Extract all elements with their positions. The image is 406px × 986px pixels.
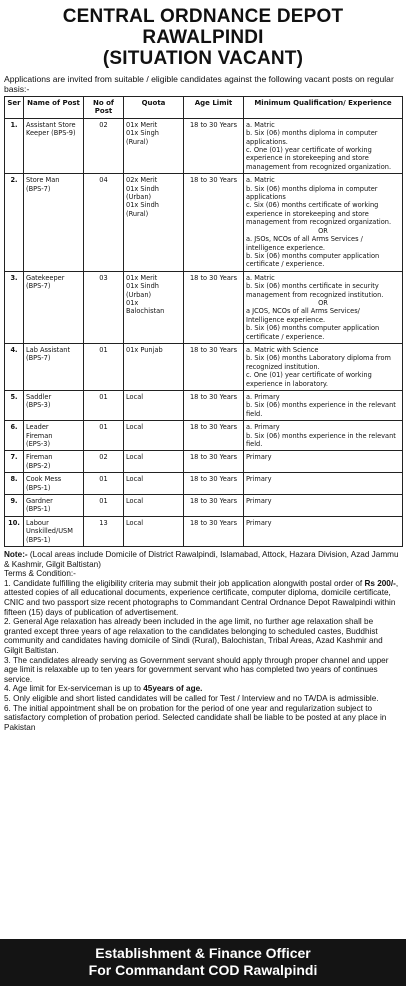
cell-post-line: Keeper (BPS-9) [26,129,76,138]
cell-quota-line: 02x Merit [126,176,158,185]
table-row [5,174,403,271]
cell-post [24,516,84,546]
cell-post-line: Gardner [26,497,53,506]
cell-post [24,451,84,473]
cell-qualification-line: b. Six (06) months experience in the relevant field. [246,401,396,418]
cell-qualification-line: a. Matric [246,176,275,185]
cell-post-line: (BPS-7) [26,282,51,291]
cell-quota-line: Local [126,393,144,401]
cell-quota-line: Local [126,423,144,432]
cell-qualification-line: a. Primary [246,393,280,401]
cell-post-line: Fireman [26,453,53,462]
cell-qualification-line: a. Matric with Science [246,345,319,354]
cell-qualification [244,421,403,451]
cell-post-line: Fireman [26,431,53,440]
cell-quota-line: Local [126,518,144,527]
cell-post [24,271,84,343]
cell-post-line: Saddler [26,393,52,401]
table-row [5,473,403,495]
cell-post-line: Gatekeeper [26,273,65,282]
cell-quota-line: Local [126,475,144,484]
cell-qualification [244,118,403,173]
cell-quota-line: (Rural) [126,209,149,218]
intro-text: Applications are invited from suitable / eligible candidates against the following vacant posts on regular basis:- [4,74,394,94]
cell-qualification-line: OR [318,298,328,307]
cell-age: 18 to 30 Years [184,516,244,546]
cell-qualification [244,391,403,421]
term-3: 3. The candidates already serving as Government servant should apply through proper channel and upper age limit is relaxable up to ten years for government servant who has completed two years of continues service. [4,655,389,684]
cell-post-line: (BPS-1) [26,505,51,514]
ad-title [0,0,406,69]
cell-post-line: Unskilled/USM [26,527,73,536]
cell-quota [124,391,184,421]
cell-post [24,421,84,451]
cell-qualification-line: a. Primary [246,423,280,432]
cell-post-line: (BPS-1) [26,535,51,544]
cell-qualification [244,495,403,517]
term-5: 5. Only eligible and short listed candidates will be called for Test / Interview and no TA/DA is admissible. [4,694,379,703]
cell-count: 04 [84,174,124,271]
cell-post-line: (BPS-1) [26,483,51,492]
terms-heading: Terms & Condition:- [4,569,76,579]
cell-count: 01 [84,343,124,390]
cell-qualification-line: b. Six (06) months diploma in computer applications. [246,129,378,146]
term-1-fee: Rs 200/- [364,578,396,588]
cell-post [24,343,84,390]
cell-qualification-line: c. One (01) year certificate of working experience in laboratory. [246,371,372,388]
column-header-age: Age Limit [184,97,244,119]
cell-quota-line: 01x Merit [126,273,158,282]
term-1-text-cont: , attested copies of all educational documents, experience certificate, computer diploma, domicile certificate, CNIC and two passport size recent photographs to Commandant Central Ordnance Depot Rawalpindi within fifteen (15) days of publication of advertisement. [4,578,399,617]
cell-post [24,495,84,517]
table-row [5,451,403,473]
term-1-text: 1. Candidate fulfilling the eligibility criteria may submit their job application alongwith postal order of [4,578,365,588]
table-row [5,118,403,173]
cell-count: 01 [84,421,124,451]
table-row [5,391,403,421]
cell-post [24,391,84,421]
cell-post-line: (BPS-3) [26,401,51,410]
cell-ser: 2. [5,174,24,271]
title-line-2: (SITUATION VACANT) [102,48,304,69]
cell-quota [124,451,184,473]
cell-post-line: Lab Assistant [26,345,71,354]
table-header-row [5,97,403,119]
term-2: 2. General Age relaxation has already been included in the age limit, no further age relaxation shall be granted except three years of age relaxation to the candidates belonging to scheduled castes, Buddhist community and candidates having domicile of Sindi (Rural), Balochistan, Tribal Areas, Azad Kashmir and Gilgit Baltistan. [4,617,383,656]
cell-quota [124,516,184,546]
note-paragraph [4,550,402,569]
cell-post [24,473,84,495]
table-row [5,343,403,390]
cell-post-line: (BPS-2) [26,461,51,470]
table-row [5,516,403,546]
column-header-post: Name of Post [24,97,84,119]
cell-quota-line: 01x Punjab [126,345,163,354]
cell-post [24,118,84,173]
cell-quota [124,118,184,173]
cell-qualification-line: b. Six (06) months computer application certificate / experience. [246,251,380,269]
cell-ser: 10. [5,516,24,546]
cell-count: 13 [84,516,124,546]
cell-quota [124,473,184,495]
cell-age: 18 to 30 Years [184,473,244,495]
cell-count: 03 [84,271,124,343]
cell-qualification [244,451,403,473]
cell-qualification [244,271,403,343]
cell-quota-line: Local [126,453,144,462]
cell-qualification-line: Primary [246,453,272,462]
cell-post [24,174,84,271]
vacancy-table-body [5,118,403,546]
cell-age: 18 to 30 Years [184,118,244,173]
cell-age: 18 to 30 Years [184,271,244,343]
cell-quota-line: 01x Singh [126,129,159,138]
cell-qualification-line: b. Six (06) months experience in the relevant field. [246,431,396,449]
cell-qualification-line: b. Six (06) months computer application certificate / experience. [246,324,380,341]
term-1 [4,579,402,617]
cell-count: 01 [84,473,124,495]
cell-post-line: (EPS-3) [26,440,51,449]
cell-qualification-line: a. JSOs, NCOs of all Arms Services / intelligence experience. [246,235,363,252]
vacancy-table [4,96,403,547]
cell-ser: 5. [5,391,24,421]
cell-post-line: Leader [26,423,49,432]
cell-age: 18 to 30 Years [184,451,244,473]
footer-line-2: For Commandant COD Rawalpindi [88,962,318,978]
column-header-qualification: Minimum Qualification/ Experience [244,97,403,119]
cell-quota-line: Local [126,497,144,506]
cell-quota-line: 01x [126,298,139,307]
cell-quota [124,174,184,271]
table-row [5,495,403,517]
cell-qualification [244,516,403,546]
footer-line-1: Establishment & Finance Officer [95,945,311,961]
table-row [5,421,403,451]
cell-qualification-line: c. One (01) year certificate of working experience in storekeeping and store management from recognized organization. [246,146,392,171]
term-4 [4,684,402,694]
cell-qualification-line: a JCOS, NCOs of all Arms Services/ Intelligence experience. [246,307,360,324]
cell-ser: 9. [5,495,24,517]
cell-age: 18 to 30 Years [184,421,244,451]
cell-quota-line: 01x Sindh [126,282,159,291]
cell-qualification-line: OR [318,226,328,235]
column-header-ser: Ser [5,97,24,119]
cell-count: 02 [84,451,124,473]
cell-qualification-line: Primary [246,518,272,527]
cell-ser: 6. [5,421,24,451]
cell-quota-line: (Urban) [126,193,152,202]
cell-quota-line: Balochistan [126,307,165,316]
cell-ser: 7. [5,451,24,473]
cell-qualification-line: b. Six (06) months Laboratory diploma from recognized institution. [246,354,391,371]
cell-age: 18 to 30 Years [184,343,244,390]
cell-qualification-line: b. Six (06) months diploma in computer applications [246,184,378,202]
title-line-1: CENTRAL ORDNANCE DEPOT RAWALPINDI [62,6,344,48]
notes-section [4,550,402,732]
cell-qualification [244,473,403,495]
cell-qualification [244,174,403,271]
term-4-text: 4. Age limit for Ex-serviceman is up to [4,684,144,694]
cell-qualification-line: b. Six (06) months certificate in security management from recognized institution. [246,282,384,299]
term-4-age: 45years of age. [143,684,203,694]
cell-post-line: (BPS-7) [26,354,51,363]
column-header-quota: Quota [124,97,184,119]
cell-quota-line: (Rural) [126,137,149,146]
cell-quota-line: 01x Merit [126,120,158,129]
note-text: (Local areas include Domicile of District Rawalpindi, Islamabad, Attock, Hazara Division, Azad Jammu & Kashmir, Gilgit Baltistan) [4,550,399,569]
cell-qualification-line: a. Matric [246,120,275,129]
cell-post-line: Labour [26,518,49,527]
table-row [5,271,403,343]
cell-qualification-line: Primary [246,475,272,484]
cell-ser: 4. [5,343,24,390]
cell-qualification [244,343,403,390]
cell-quota [124,271,184,343]
cell-ser: 1. [5,118,24,173]
cell-age: 18 to 30 Years [184,495,244,517]
term-6: 6. The initial appointment shall be on probation for the period of one year and regularization subject to satisfactory completion of probation period. Selected candidate shall be liable to be posted at any place in Pakistan [4,703,387,732]
signature-footer [0,939,406,986]
cell-post-line: Cook Mess [26,475,62,484]
cell-quota-line: 01x Sindh [126,201,159,210]
cell-count: 02 [84,118,124,173]
cell-post-line: Assistant Store [26,120,76,129]
cell-quota [124,343,184,390]
cell-ser: 3. [5,271,24,343]
column-header-count: No of Post [84,97,124,119]
cell-qualification-line: a. Matric [246,273,275,282]
cell-count: 01 [84,495,124,517]
note-label: Note:- [4,550,28,560]
cell-qualification-line: Primary [246,497,272,506]
cell-quota-line: (Urban) [126,290,152,299]
cell-post-line: Store Man [26,176,60,185]
cell-post-line: (BPS-7) [26,184,51,193]
cell-age: 18 to 30 Years [184,391,244,421]
cell-age: 18 to 30 Years [184,174,244,271]
cell-quota-line: 01x Sindh [126,184,159,193]
cell-ser: 8. [5,473,24,495]
cell-count: 01 [84,391,124,421]
cell-quota [124,495,184,517]
cell-quota [124,421,184,451]
cell-qualification-line: c. Six (06) months certificate of working experience in storekeeping and store management from recognized organization. [246,201,392,227]
